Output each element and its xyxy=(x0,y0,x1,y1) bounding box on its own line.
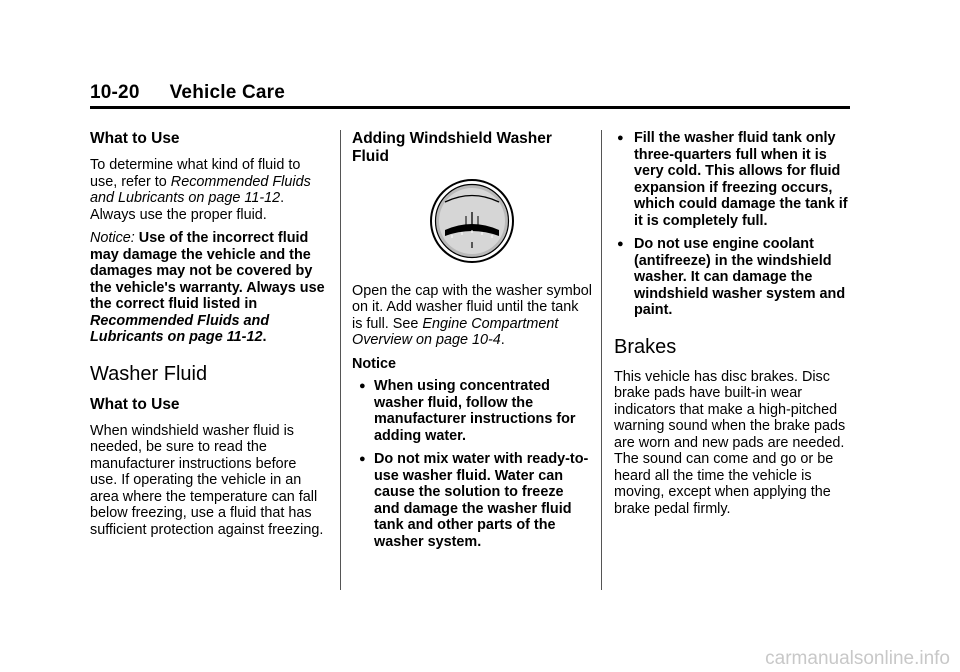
watermark: carmanualsonline.info xyxy=(765,648,950,669)
bullet-icon: ● xyxy=(617,132,624,144)
notice-paragraph: Notice: Use of the incorrect fluid may damage the vehicle and the damages may not be covered by the vehicle's warranty. Always use the correct fluid listed in Recommended Fluids and Lubricants on page 11-12. xyxy=(90,230,325,345)
column-middle xyxy=(352,130,592,557)
cross-reference: Recommended Fluids and Lubricants on page 11-12 xyxy=(90,173,311,206)
bullet-icon: ● xyxy=(359,380,366,392)
section-title: Vehicle Care xyxy=(169,82,286,103)
notice-label: Notice: xyxy=(90,230,135,246)
brakes-heading: Brakes xyxy=(614,335,677,358)
what-to-use-heading-2: What to Use xyxy=(90,395,180,413)
adding-paragraph: Open the cap with the washer symbol on it. Add washer fluid until the tank is full. See Engine Compartment Overview on page 10-4. xyxy=(352,282,592,348)
list-item: ● Fill the washer fluid tank only three-quarters full when it is very cold. This allows for fluid expansion if freezing occurs, which could damage the tank if it is completely full. xyxy=(617,130,848,229)
cross-reference: Engine Compartment Overview on page 10-4 xyxy=(352,315,559,348)
bullet-icon: ● xyxy=(617,238,624,250)
what-to-use-heading: What to Use xyxy=(90,130,180,147)
header-rule xyxy=(90,106,850,109)
adding-washer-fluid-heading: Adding Windshield Washer Fluid xyxy=(352,130,552,165)
windshield-washer-icon xyxy=(429,178,515,264)
cross-reference: Recommended Fluids and Lubricants on page 11-12 xyxy=(90,312,270,345)
bullet-icon: ● xyxy=(359,453,366,465)
column-divider xyxy=(601,130,602,590)
notice-label: Notice xyxy=(352,355,396,372)
washer-paragraph: When windshield washer fluid is needed, be sure to read the manufacturer instructions before use. If operating the vehicle in an area where the temperature can fall below freezing, use a fluid that has sufficient protection against freezing. xyxy=(90,422,324,538)
washer-fluid-heading: Washer Fluid xyxy=(90,362,208,385)
list-item: ● When using concentrated washer fluid, follow the manufacturer instructions for adding water. xyxy=(359,378,576,444)
column-divider xyxy=(340,130,341,590)
page-header xyxy=(90,82,850,104)
column-left xyxy=(90,130,326,545)
list-item: ● Do not mix water with ready-to-use washer fluid. Water can cause the solution to freeze and damage the washer fluid tank and other parts of the washer system. xyxy=(359,451,589,550)
intro-paragraph: To determine what kind of fluid to use, refer to Recommended Fluids and Lubricants on page 11-12. Always use the proper fluid. xyxy=(90,157,311,223)
brakes-paragraph: This vehicle has disc brakes. Disc brake pads have built-in wear indicators that make a high-pitched warning sound when the brake pads are worn and new pads are needed. The sound can come and go or be heard all the time the vehicle is moving, except when applying the brake pedal firmly. xyxy=(614,368,846,517)
list-item: ● Do not use engine coolant (antifreeze) in the windshield washer. It can damage the windshield washer system and paint. xyxy=(617,236,846,318)
column-right xyxy=(614,130,854,524)
page-number: 10-20 xyxy=(90,82,140,103)
